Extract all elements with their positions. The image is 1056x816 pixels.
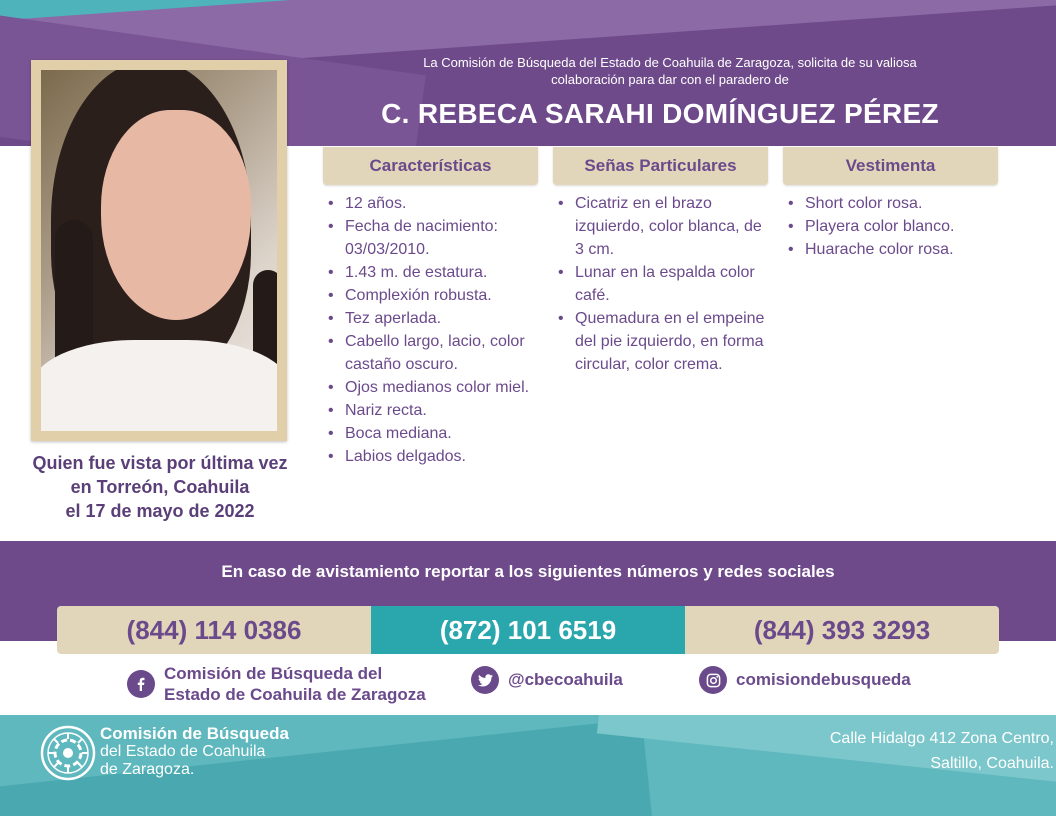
list-item: • Fecha de nacimiento: 03/03/2010. [323,215,538,261]
facebook-link[interactable] [127,662,467,706]
characteristics-column [323,147,538,468]
list-item: • 12 años. [323,192,538,215]
instagram-icon [699,666,727,694]
clothing-column [783,147,998,261]
address-line-2: Saltillo, Coahuila. [930,755,1054,772]
organization-seal-icon [40,725,96,786]
list-item: • Tez aperlada. [323,307,538,330]
list-item: • Quemadura en el empeine del pie izquierdo, en forma circular, color crema. [553,307,768,376]
twitter-link[interactable] [471,658,671,702]
clothing-header: Vestimenta [783,147,998,185]
facebook-icon [127,670,155,698]
list-item: • Lunar en la espalda color café. [553,261,768,307]
facebook-label-line-2: Estado de Coahuila de Zaragoza [164,685,426,704]
missing-person-photo [41,70,277,431]
phone-number-1[interactable]: (844) 114 0386 [57,606,371,654]
intro-text [330,54,1010,88]
instagram-link[interactable] [699,658,959,702]
characteristics-header: Características [323,147,538,185]
last-seen-line-2: en Torreón, Coahuila [70,477,250,497]
list-item: • Huarache color rosa. [783,238,998,261]
list-item: • Ojos medianos color miel. [323,376,538,399]
phone-number-3[interactable]: (844) 393 3293 [685,606,999,654]
organization-name-line-2: del Estado de Coahuila [100,743,266,760]
list-item: • Nariz recta. [323,399,538,422]
list-item: • Labios delgados. [323,445,538,468]
distinguishing-marks-list [553,192,768,376]
organization-name-line-1: Comisión de Búsqueda [100,724,289,743]
instagram-handle: comisiondebusqueda [736,670,911,689]
address-line-1: Calle Hidalgo 412 Zona Centro, [829,730,1054,747]
clothing-list [783,192,998,261]
list-item: • Complexión robusta. [323,284,538,307]
list-item: • 1.43 m. de estatura. [323,261,538,284]
organization-name [100,725,289,779]
address [690,726,1054,776]
characteristics-list [323,192,538,468]
facebook-label-line-1: Comisión de Búsqueda del [164,664,383,683]
intro-line-2: colaboración para dar con el paradero de [551,72,789,87]
organization-name-line-3: de Zaragoza. [100,761,195,778]
phone-number-2[interactable]: (872) 101 6519 [371,606,685,654]
facebook-label [164,663,426,705]
twitter-icon [471,666,499,694]
distinguishing-marks-column [553,147,768,376]
list-item: • Playera color blanco. [783,215,998,238]
list-item: • Short color rosa. [783,192,998,215]
last-seen-line-1: Quien fue vista por última vez [32,453,288,473]
list-item: • Cicatriz en el brazo izquierdo, color blanca, de 3 cm. [553,192,768,261]
last-seen-line-3: el 17 de mayo de 2022 [65,501,255,521]
list-item: • Boca mediana. [323,422,538,445]
twitter-handle: @cbecoahuila [508,670,623,689]
intro-line-1: La Comisión de Búsqueda del Estado de Coahuila de Zaragoza, solicita de su valiosa [423,55,917,70]
last-seen-info [10,451,310,523]
distinguishing-marks-header: Señas Particulares [553,147,768,185]
list-item: • Cabello largo, lacio, color castaño oscuro. [323,330,538,376]
missing-person-name: C. REBECA SARAHI DOMÍNGUEZ PÉREZ [381,98,939,129]
report-instructions: En caso de avistamiento reportar a los siguientes números y redes sociales [221,562,835,581]
